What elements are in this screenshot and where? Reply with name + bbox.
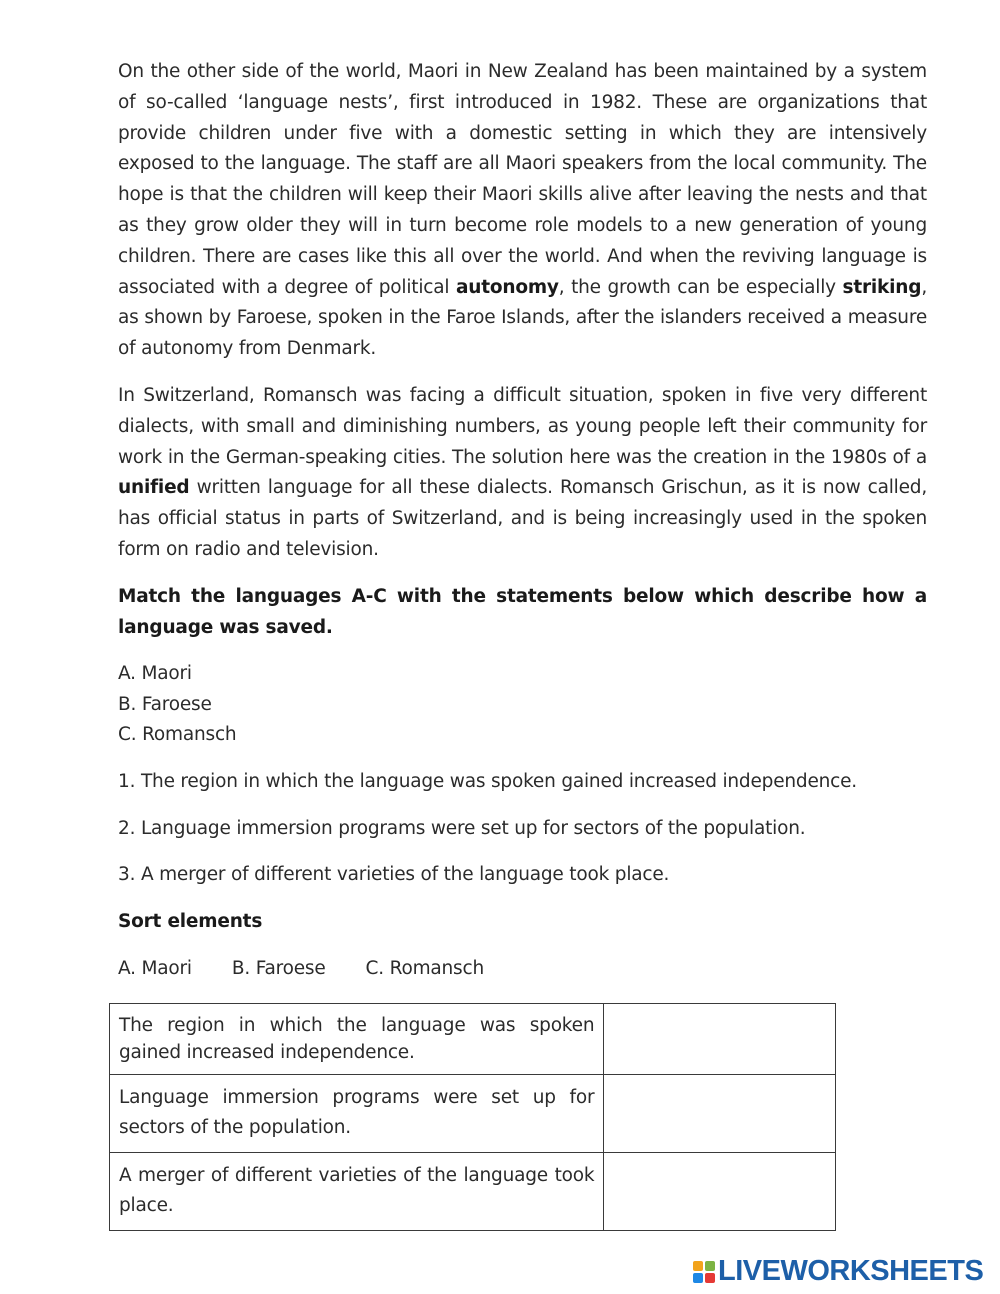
logo-square [693, 1273, 703, 1283]
drop-zone[interactable] [604, 1075, 836, 1153]
option-letter: C [118, 724, 131, 746]
chip-letter: B [231, 958, 245, 980]
statement-2 [118, 814, 927, 845]
option-item [118, 690, 927, 721]
logo-icon [693, 1261, 715, 1283]
answer-table [109, 1003, 836, 1231]
logo-square [693, 1261, 703, 1271]
chip-text: . Romansch [378, 958, 484, 980]
keyword-autonomy: autonomy [455, 276, 559, 298]
sort-title: Sort elements [118, 911, 263, 933]
logo-text: LIVEWORKSHEETS [718, 1255, 984, 1287]
statement-3 [118, 860, 927, 891]
statement-text: . Language immersion programs were set up for sectors of the population. [129, 817, 806, 839]
chip-text: . Faroese [244, 958, 326, 980]
logo-square [705, 1261, 715, 1271]
paragraph-text: , the growth can be especially [558, 276, 843, 298]
paragraph-text: In Switzerland, Romansch was facing a difficult situation, spoken in five very different dialects, with small and diminishing numbers, as young people left their community for work in the German-speaking cities. The solution here was the creation in the 1980s of a [118, 384, 927, 468]
statement-number: 2 [118, 817, 130, 839]
option-item [118, 720, 927, 751]
drop-zone[interactable] [604, 1004, 836, 1075]
worksheet-page [118, 57, 927, 985]
sort-elements [118, 954, 927, 985]
sort-chip-romansch[interactable] [366, 954, 484, 985]
reading-paragraph-2 [118, 381, 927, 566]
option-text: . Maori [130, 663, 192, 685]
option-letter: B [118, 693, 131, 715]
option-text: . Faroese [130, 693, 212, 715]
table-row [110, 1004, 836, 1075]
chip-letter: C [365, 958, 379, 980]
sort-chip-maori[interactable] [118, 954, 192, 985]
option-letter: A [118, 663, 131, 685]
statement-cell: The region in which the language was spoken gained increased independence. [110, 1004, 604, 1075]
keyword-striking: striking [842, 276, 922, 298]
statement-text: . The region in which the language was spoken gained increased independence. [129, 770, 857, 792]
drop-zone[interactable] [604, 1153, 836, 1231]
statement-1 [118, 767, 927, 798]
paragraph-text: written language for all these dialects. Romansch Grischun, as it is now called, has official status in parts of Switzerland, and is being increasingly used in the spoken form on radio and television. [118, 477, 927, 560]
sort-chip-faroese[interactable] [232, 954, 326, 985]
statement-cell: Language immersion programs were set up for sectors of the population. [110, 1075, 604, 1153]
statement-number: 1 [118, 770, 130, 792]
logo-square [705, 1273, 715, 1283]
statement-number: 3 [118, 864, 130, 886]
answer-slot[interactable] [613, 1161, 826, 1230]
task-instruction: Match the languages A-C with the statements below which describe how a language was saved. [118, 585, 927, 638]
table-row [110, 1153, 836, 1231]
table-row [110, 1075, 836, 1153]
paragraph-text: , as shown by Faroese, spoken in the Faroe Islands, after the islanders received a measure of autonomy from Denmark. [118, 276, 927, 360]
paragraph-text: On the other side of the world, Maori in New Zealand has been maintained by a system of so-called ‘language nests’, first introduced in 1982. These are organizations that provide children under five with a domestic setting in which they are intensively exposed to the language. The staff are all Maori speakers from the local community. The hope is that the children will keep their Maori skills alive after leaving the nests and that as they grow older they will in turn become role models to a new generation of young children. There are cases like this all over the world. And when the reviving language is associated with a degree of political [118, 61, 927, 298]
language-options [118, 659, 927, 751]
answer-slot[interactable] [613, 1012, 826, 1074]
chip-text: . Maori [130, 958, 192, 980]
reading-paragraph-1 [118, 57, 927, 365]
option-item [118, 659, 927, 690]
answer-slot[interactable] [613, 1083, 826, 1152]
statement-cell: A merger of different varieties of the language took place. [110, 1153, 604, 1231]
liveworksheets-logo [693, 1255, 983, 1288]
chip-letter: A [118, 958, 131, 980]
statement-text: . A merger of different varieties of the language took place. [129, 864, 670, 886]
option-text: . Romansch [130, 724, 237, 746]
keyword-unified: unified [118, 477, 190, 499]
